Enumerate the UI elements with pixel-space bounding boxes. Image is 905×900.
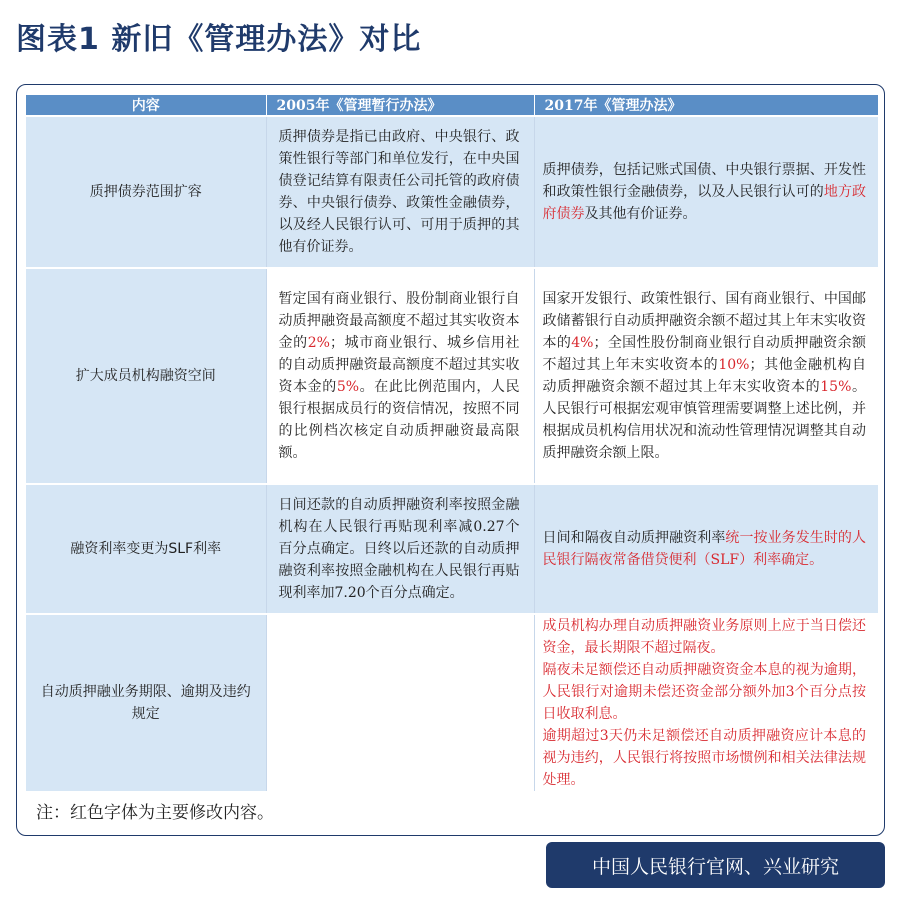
old-rule-text: 。在此比例范围内，人民银行根据成员行的资信情况，按照不同的比例档次核定自动质押融资最高限额。 (278, 379, 520, 461)
page-title: 图表1 新旧《管理办法》对比 (16, 22, 422, 57)
old-rule-cell: 质押债券是指已由政府、中央银行、政策性银行等部门和单位发行，在中央国债登记结算有限责任公司托管的政府债券、中央银行债券、政策性金融债券，以及经人民银行认可、可用于质押的其他有价证券。 (266, 116, 534, 268)
highlight-text: 15% (820, 379, 852, 395)
highlight-text: 隔夜未足额偿还自动质押融资资金本息的视为逾期，人民银行对逾期未偿还资金部分额外加3个百分点按日收取利息。 (542, 662, 866, 722)
old-rule-text: 暂定国有商业银行、股份制商业银行自动质押融资最高额度不超过其实收资本金的 (278, 291, 520, 351)
new-rule-cell (534, 268, 878, 484)
highlight-text: 5% (336, 379, 360, 395)
table-header-row (26, 95, 878, 116)
old-rule-cell (266, 268, 534, 484)
table-row (26, 268, 878, 484)
row-topic: 质押债券范围扩容 (26, 116, 266, 268)
new-rule-cell (534, 116, 878, 268)
old-rule-text: ；城市商业银行、城乡信用社的自动质押融资最高额度不超过其实收资本金的 (278, 335, 520, 395)
new-rule-text: 。人民银行可根据宏观审慎管理需要调整上述比例，并根据成员机构信用状况和流动性管理情况调整其自动质押融资余额上限。 (542, 379, 867, 461)
new-rule-text: 质押债券，包括记账式国债、中央银行票据、开发性和政策性银行金融债券，以及人民银行认可的 (542, 162, 866, 200)
highlight-text: 地方政府债券 (542, 184, 867, 222)
highlight-text: 2% (307, 335, 330, 351)
footnote: 注：红色字体为主要修改内容。 (36, 803, 274, 823)
highlight-text: 10% (718, 357, 750, 373)
header-2017: 2017年《管理办法》 (534, 95, 878, 116)
new-rule-cell (534, 484, 878, 614)
highlight-text: 4% (571, 335, 594, 351)
table-row (26, 614, 878, 791)
header-2005: 2005年《管理暂行办法》 (266, 95, 534, 116)
new-rule-text: ；全国性股份制商业银行自动质押融资余额不超过其上年末实收资本的 (542, 335, 867, 373)
new-rule-text: 国家开发银行、政策性银行、国有商业银行、中国邮政储蓄银行自动质押融资余额不超过其上年末实收资本的 (542, 291, 866, 351)
row-topic: 扩大成员机构融资空间 (26, 268, 266, 484)
table-row (26, 484, 878, 614)
highlight-text: 统一按业务发生时的人民银行隔夜常备借贷便利（SLF）利率确定。 (542, 530, 867, 568)
new-rule-text: 日间和隔夜自动质押融资利率 (542, 530, 726, 546)
new-rule-text: 及其他有价证券。 (584, 206, 697, 222)
old-rule-cell (266, 614, 534, 791)
source-badge: 中国人民银行官网、兴业研究 (546, 842, 885, 888)
header-content: 内容 (26, 95, 266, 116)
new-rule-text: ；其他金融机构自动质押融资余额不超过其上年末实收资本的 (542, 357, 867, 395)
highlight-text: 成员机构办理自动质押融资业务原则上应于当日偿还资金，最长期限不超过隔夜。 (542, 618, 866, 656)
highlight-text: 逾期超过3天仍未足额偿还自动质押融资应计本息的视为违约，人民银行将按照市场惯例和相关法律法规处理。 (542, 728, 866, 788)
old-rule-cell: 日间还款的自动质押融资利率按照金融机构在人民银行再贴现利率减0.27个百分点确定。日终以后还款的自动质押融资利率按照金融机构在人民银行再贴现利率加7.20个百分点确定。 (266, 484, 534, 614)
comparison-table (26, 95, 878, 791)
row-topic: 融资利率变更为SLF利率 (26, 484, 266, 614)
row-topic: 自动质押融业务期限、逾期及违约规定 (26, 614, 266, 791)
table-row (26, 116, 878, 268)
new-rule-cell (534, 614, 878, 791)
